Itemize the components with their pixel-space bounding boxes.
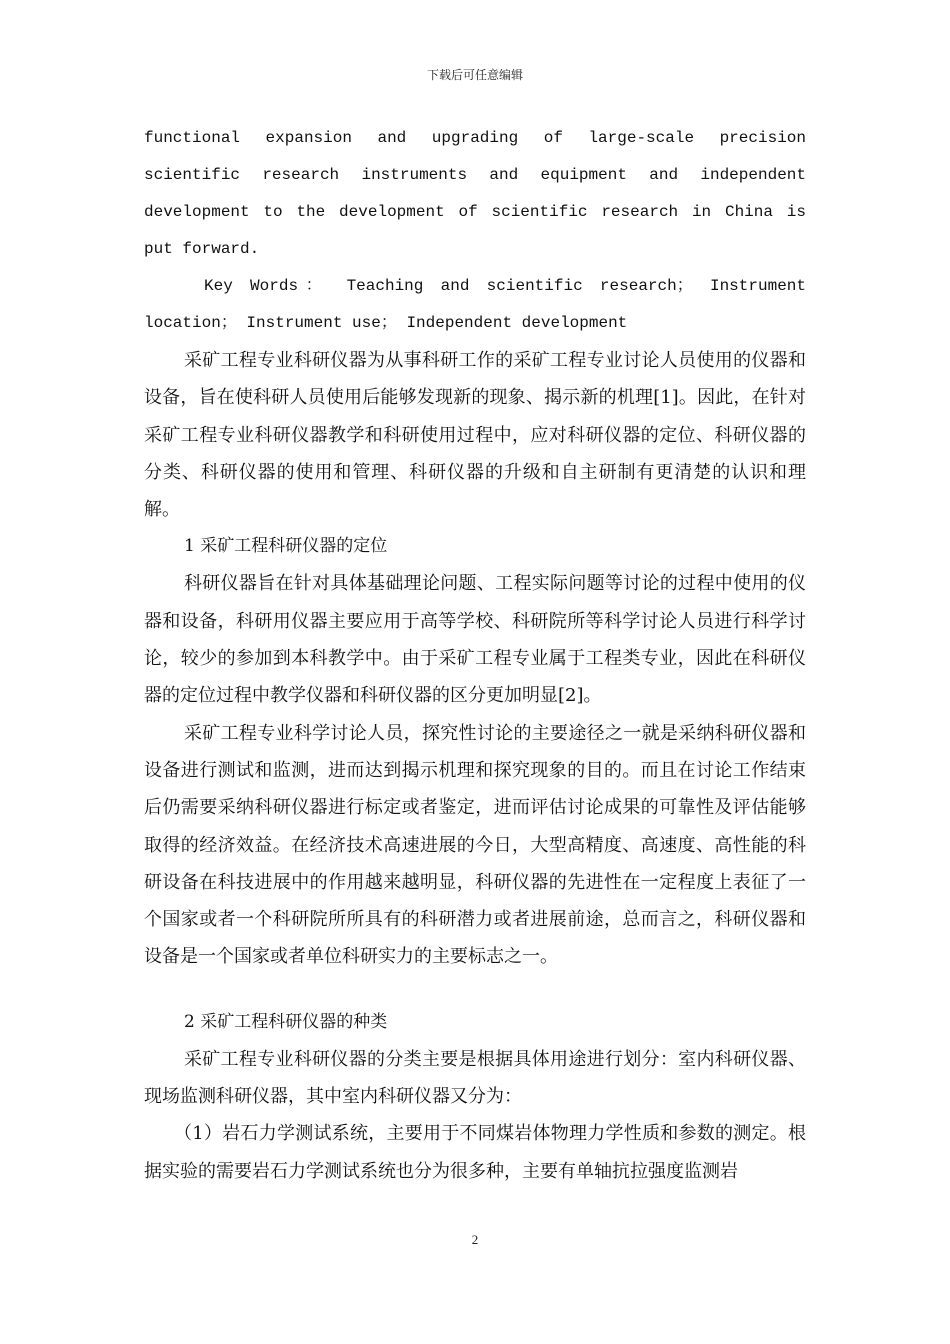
section-1-paragraph-2: 采矿工程专业科学讨论人员，探究性讨论的主要途径之一就是采纳科研仪器和设备进行测试和监测，进而达到揭示机理和探究现象的目的。而且在讨论工作结束后仍需要采纳科研仪器进行标定或者鉴定，进而评估讨论成果的可靠性及评估能够取得的经济效益。在经济技术高速进展的今日，大型高精度、高速度、高性能的科研设备在科技进展中的作用越来越明显，科研仪器的先进性在一定程度上表征了一个国家或者一个科研院所所具有的科研潜力或者进展前途，总而言之，科研仪器和设备是一个国家或者单位科研实力的主要标志之一。 (144, 722, 806, 968)
intro-paragraph: 采矿工程专业科研仪器为从事科研工作的采矿工程专业讨论人员使用的仪器和设备，旨在使科研人员使用后能够发现新的现象、揭示新的机理[1]。因此，在针对采矿工程专业科研仪器教学和科研使用过程中，应对科研仪器的定位、科研仪器的分类、科研仪器的使用和管理、科研仪器的升级和自主研制有更清楚的认识和理解。 (144, 350, 806, 521)
section-1-paragraph-1: 科研仪器旨在针对具体基础理论问题、工程实际问题等讨论的过程中使用的仪器和设备，科研用仪器主要应用于高等学校、科研院所等科学讨论人员进行科学讨论，较少的参加到本科教学中。由于采矿工程专业属于工程类专业，因此在科研仪器的定位过程中教学仪器和科研仪器的区分更加明显[2]。 (144, 573, 806, 707)
keywords-line: Key Words： Teaching and scientific research； Instrument location； Instrument use； Independent development (144, 277, 806, 332)
section-1-heading: 1 采矿工程科研仪器的定位 (184, 536, 388, 557)
section-spacer (144, 976, 806, 1004)
page-header: 下载后可任意编辑 (426, 68, 523, 82)
page-number: 2 (471, 1232, 479, 1247)
section-2-paragraph-1: 采矿工程专业科研仪器的分类主要是根据具体用途进行划分：室内科研仪器、现场监测科研仪器，其中室内科研仪器又分为： (144, 1048, 806, 1108)
section-2-item-1: （1）岩石力学测试系统，主要用于不同煤岩体物理力学性质和参数的测定。根据实验的需要岩石力学测试系统也分为很多种，主要有单轴抗拉强度监测岩 (144, 1123, 806, 1182)
abstract-text: functional expansion and upgrading of large-scale precision scientific research instruments and equipment and independent development to the development of scientific research in China is put forward. (144, 129, 806, 258)
page-body (144, 120, 806, 1190)
section-2-heading: 2 采矿工程科研仪器的种类 (184, 1011, 388, 1032)
